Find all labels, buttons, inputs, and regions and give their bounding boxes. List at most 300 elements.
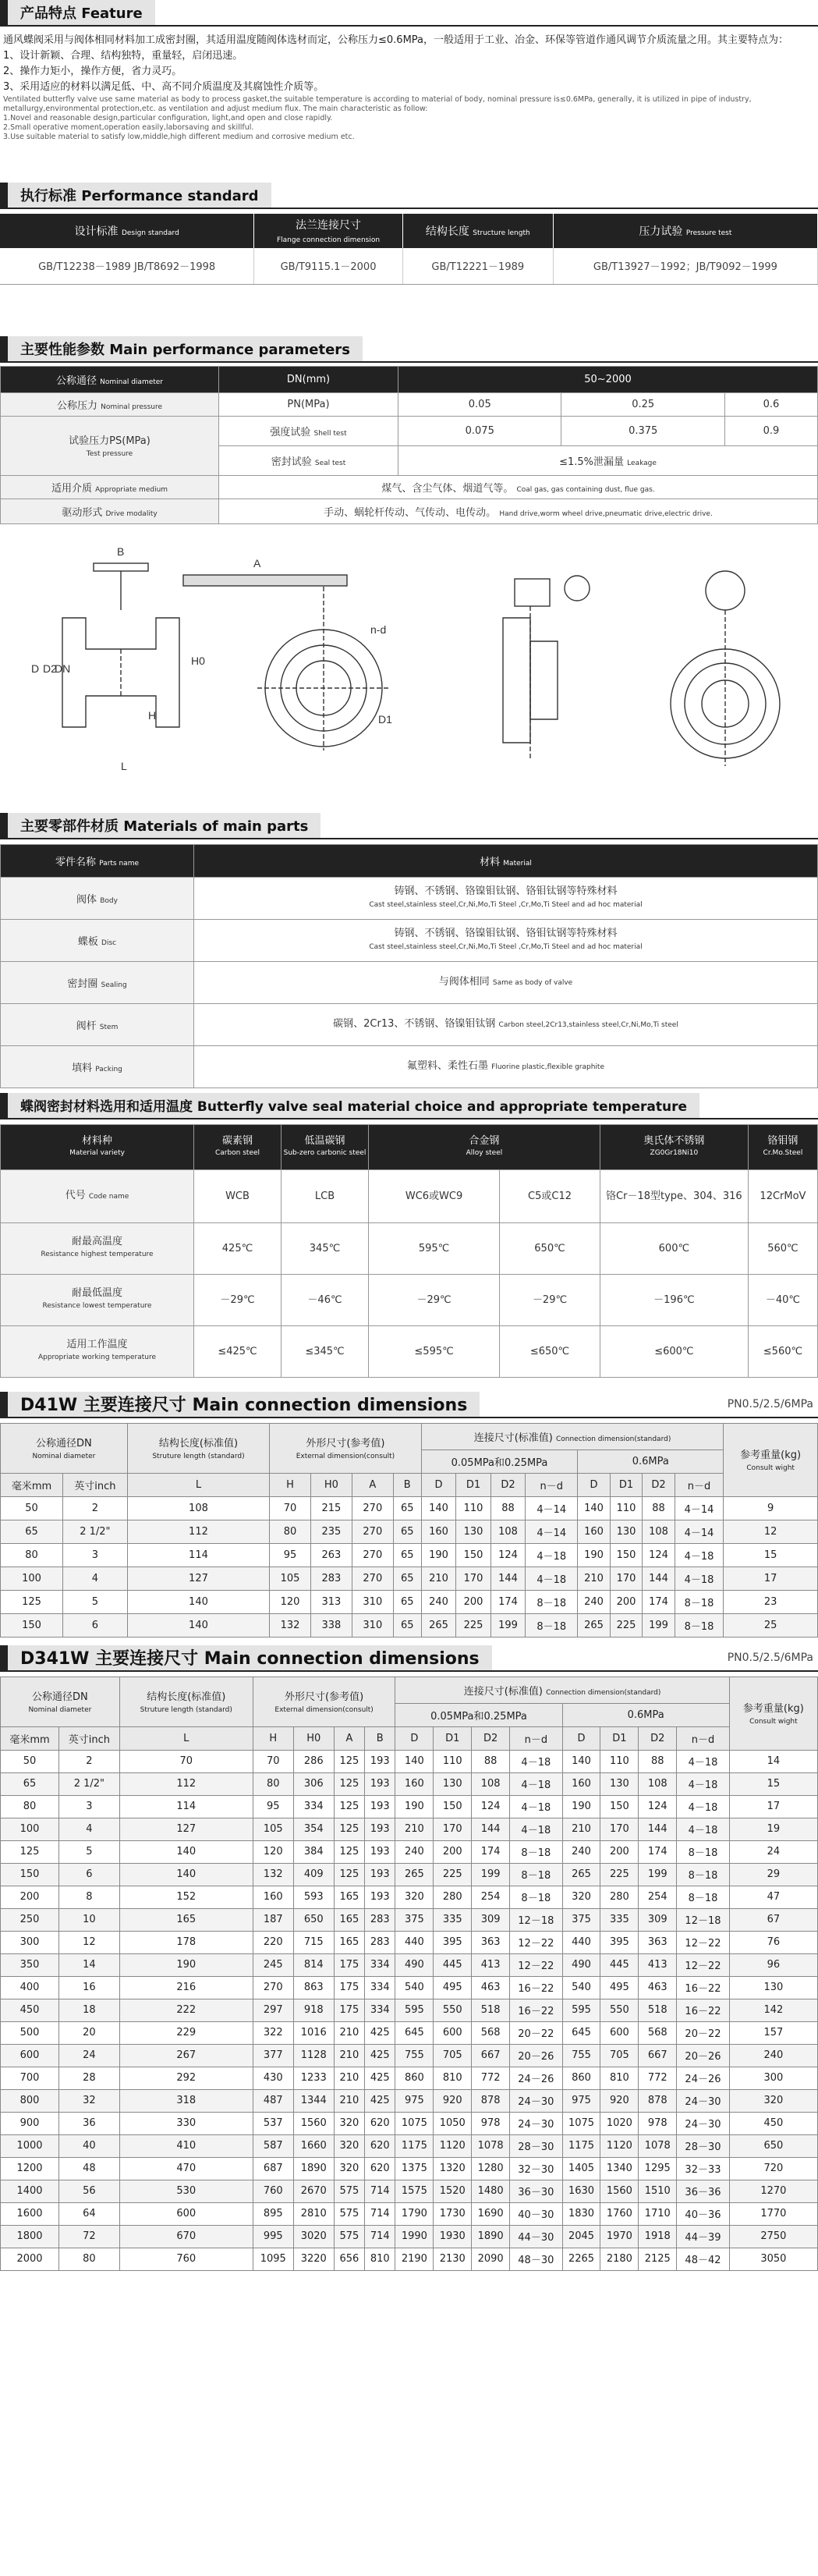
feature-intro: 通风蝶阀采用与阀体相同材料加工成密封圈，其适用温度随阀体选材而定，公称压力≤0.6MPa，一般适用于工业、冶金、环保等管道作通风调节介质流量之用。其主要特点为： [3, 34, 789, 46]
table-cell: 286 [293, 1750, 334, 1772]
table-row [1, 1496, 818, 1520]
table-cell: 450 [729, 2112, 817, 2134]
table-cell: 130 [610, 1520, 643, 1543]
table-cell: 120 [253, 1840, 293, 1863]
table-cell: 445 [600, 1953, 639, 1976]
table-cell: 270 [352, 1520, 393, 1543]
table-cell: 112 [119, 1772, 253, 1795]
table-cell: 700 [1, 2067, 59, 2089]
table-row [1, 1818, 818, 1840]
table-cell: 152 [119, 1886, 253, 1908]
table-cell: 518 [639, 1999, 677, 2021]
table-cell: 1078 [639, 2134, 677, 2157]
table-cell: 540 [395, 1976, 434, 1999]
table-cell: 8－18 [677, 1863, 730, 1886]
table-cell: 878 [472, 2089, 510, 2112]
table-cell: 1375 [395, 2157, 434, 2180]
table-cell: 354 [293, 1818, 334, 1840]
table-cell: 165 [119, 1908, 253, 1931]
table-cell: 6 [62, 1613, 127, 1637]
table-cell: 105 [253, 1818, 293, 1840]
table-cell: 320 [729, 2089, 817, 2112]
dim-label: H0 [191, 654, 205, 667]
table-cell: 575 [334, 2202, 364, 2225]
table-cell: 620 [365, 2157, 395, 2180]
table-cell: 306 [293, 1772, 334, 1795]
table-cell: 254 [472, 1886, 510, 1908]
table-cell: 334 [293, 1795, 334, 1818]
table-cell: 283 [365, 1931, 395, 1953]
table-cell: 975 [395, 2089, 434, 2112]
table-cell: 300 [729, 2067, 817, 2089]
table-cell: 110 [610, 1496, 643, 1520]
table-cell: 8－18 [677, 1840, 730, 1863]
table-cell: 50 [1, 1750, 59, 1772]
table-cell: 24 [729, 1840, 817, 1863]
table-cell: 1270 [729, 2180, 817, 2202]
table-cell: 714 [365, 2225, 395, 2248]
table-cell: 125 [1, 1590, 63, 1613]
table-cell: 334 [365, 1953, 395, 1976]
table-cell: 1890 [472, 2225, 510, 2248]
table-cell: 229 [119, 2021, 253, 2044]
table-cell: 125 [334, 1795, 364, 1818]
dim-label: A [253, 556, 261, 569]
std-value: GB/T12221－1989 [402, 248, 553, 284]
table-cell: 1890 [293, 2157, 334, 2180]
table-cell: 20 [59, 2021, 120, 2044]
d341-header [0, 1645, 818, 1672]
table-cell: 88 [490, 1496, 526, 1520]
table-cell: 199 [472, 1863, 510, 1886]
d341-table: 公称通径DN Nominal diameter 结构长度(标准值) Struture length (standard) 外形尺寸(参考值) External dimension(consult) 连接尺寸(标准值) Connection dimension(standard) 参考重量(kg) Consult wight 0.05MPa和0.25MPa 0.6MPa 毫米mm 英寸inch L H H0 A B D D1 D2 n－d D D1 D2 n－d 50 2 70 70 286 125 193 140 110 88 4－18 140 110 88 4－18 14 65 2 1/2" 112 80 306 125 193 160 130 108 4－18 160 130 108 4－18 15 80 3 114 95 334 125 193 190 150 124 4－18 190 150 124 4－18 17 100 4 127 105 354 125 193 210 170 144 4－18 210 170 144 4－18 19 125 5 140 120 384 125 193 240 200 174 8－18 240 200 174 8－18 24 150 6 140 132 409 125 193 265 225 199 8－18 265 225 199 8－18 29 200 8 152 160 593 165 193 320 280 254 8－18 320 280 254 8－18 47 250 10 165 187 650 165 283 375 335 309 12－18 375 335 309 12－18 67 300 12 178 220 715 165 283 440 395 363 12－22 440 395 363 12－22 76 350 14 190 245 814 175 334 490 445 413 12－22 490 445 413 12－22 96 400 16 216 270 863 175 334 540 495 463 16－22 540 495 463 16－22 130 450 18 222 297 918 175 334 595 550 518 16－22 595 550 518 16－22 142 500 20 229 322 1016 210 425 645 600 568 20－22 645 600 568 20－22 157 600 24 267 377 1128 210 425 755 705 667 20－26 755 705 667 20－26 240 700 28 292 430 1233 210 425 860 810 772 24－26 860 810 772 24－26 300 800 32 318 487 1344 210 425 975 920 878 24－30 975 920 878 24－30 320 900 36 330 537 1560 320 620 1075 1050 978 24－30 1075 1020 978 24－30 450 1000 40 410 587 1660 320 620 1175 1120 1078 28－30 1175 1120 1078 28－30 650 1200 48 470 687 1890 320 620 1375 1320 1280 32－30 1405 1340 1295 32－33 720 1400 56 530 760 2670 575 714 1575 1520 1480 36－30 1630 1560 1510 36－36 1270 1600 64 600 895 2810 575 714 1790 1730 1690 40－30 1830 1760 1710 40－36 1770 1800 72 670 995 3020 575 714 1990 1930 1890 44－30 2045 1970 1918 44－39 2750 2000 80 760 1095 3220 656 810 2190 2130 2090 48－30 2265 2180 2125 48－42 3050 [0, 1677, 818, 2271]
d41-pn: PN0.5/2.5/6MPa [727, 1397, 813, 1410]
table-cell: 174 [639, 1840, 677, 1863]
table-cell: 3220 [293, 2248, 334, 2270]
table-cell: 270 [352, 1496, 393, 1520]
table-row [1, 1613, 818, 1637]
table-cell: 240 [578, 1590, 611, 1613]
table-cell: 16－22 [510, 1999, 563, 2021]
table-cell: 124 [472, 1795, 510, 1818]
table-cell: 265 [395, 1863, 434, 1886]
table-cell: 4－18 [510, 1795, 563, 1818]
table-cell: 210 [421, 1567, 456, 1590]
table-cell: 377 [253, 2044, 293, 2067]
table-cell: 24－30 [510, 2089, 563, 2112]
table-cell: 15 [729, 1772, 817, 1795]
table-cell: 8－18 [510, 1840, 563, 1863]
table-cell: 17 [729, 1795, 817, 1818]
table-row [1, 1567, 818, 1590]
feature-point: 1、设计新颖、合理、结构独特，重量轻，启闭迅速。 [3, 50, 243, 62]
table-cell: 900 [1, 2112, 59, 2134]
table-cell: 4－18 [510, 1772, 563, 1795]
table-cell: 2265 [562, 2248, 600, 2270]
table-cell: 72 [59, 2225, 120, 2248]
table-cell: 8－18 [526, 1613, 578, 1637]
table-cell: 1344 [293, 2089, 334, 2112]
table-cell: 1560 [600, 2180, 639, 2202]
table-cell: 144 [472, 1818, 510, 1840]
table-cell: 210 [334, 2089, 364, 2112]
table-cell: 44－39 [677, 2225, 730, 2248]
table-cell: 114 [127, 1543, 269, 1567]
feature-point: 2、操作力矩小，操作方便，省力灵巧。 [3, 66, 182, 77]
table-cell: 170 [600, 1818, 639, 1840]
table-cell: 310 [352, 1613, 393, 1637]
table-cell: 575 [334, 2180, 364, 2202]
table-cell: 425 [365, 2067, 395, 2089]
table-cell: 127 [119, 1818, 253, 1840]
table-cell: 878 [639, 2089, 677, 2112]
table-row [1, 1863, 818, 1886]
table-cell: 363 [639, 1931, 677, 1953]
table-cell: 160 [578, 1520, 611, 1543]
table-row [1, 2180, 818, 2202]
table-cell: 210 [334, 2067, 364, 2089]
table-cell: 1175 [562, 2134, 600, 2157]
table-cell: 210 [562, 1818, 600, 1840]
table-cell: 620 [365, 2112, 395, 2134]
standard-title: 执行标准 Performance standard [8, 183, 271, 208]
table-cell: 1520 [434, 2180, 472, 2202]
table-cell: 125 [334, 1863, 364, 1886]
table-cell: 283 [365, 1908, 395, 1931]
table-cell: 978 [639, 2112, 677, 2134]
table-cell: 490 [395, 1953, 434, 1976]
table-cell: 250 [1, 1908, 59, 1931]
table-cell: 20－26 [510, 2044, 563, 2067]
table-cell: 280 [434, 1886, 472, 1908]
table-cell: 1930 [434, 2225, 472, 2248]
table-cell: 2000 [1, 2248, 59, 2270]
table-cell: 540 [562, 1976, 600, 1999]
table-cell: 978 [472, 2112, 510, 2134]
table-cell: 587 [253, 2134, 293, 2157]
table-cell: 495 [434, 1976, 472, 1999]
table-cell: 130 [434, 1772, 472, 1795]
table-cell: 670 [119, 2225, 253, 2248]
dim-label: n-d [370, 623, 387, 636]
table-cell: 65 [393, 1520, 421, 1543]
table-cell: 413 [639, 1953, 677, 1976]
table-cell: 170 [456, 1567, 491, 1590]
table-cell: 705 [434, 2044, 472, 2067]
table-cell: 568 [472, 2021, 510, 2044]
table-cell: 270 [352, 1543, 393, 1567]
table-cell: 1730 [434, 2202, 472, 2225]
table-cell: 2 1/2" [59, 1772, 120, 1795]
table-cell: 160 [253, 1886, 293, 1908]
table-cell: 310 [352, 1590, 393, 1613]
table-cell: 15 [724, 1543, 818, 1567]
table-cell: 200 [610, 1590, 643, 1613]
table-cell: 4－18 [510, 1750, 563, 1772]
table-cell: 2180 [600, 2248, 639, 2270]
table-cell: 2190 [395, 2248, 434, 2270]
table-cell: 130 [456, 1520, 491, 1543]
table-cell: 395 [434, 1931, 472, 1953]
table-cell: 918 [293, 1999, 334, 2021]
table-cell: 309 [639, 1908, 677, 1931]
table-cell: 220 [253, 1931, 293, 1953]
seal-header [0, 1093, 818, 1119]
table-cell: 144 [639, 1818, 677, 1840]
table-cell: 8－18 [675, 1590, 723, 1613]
table-cell: 80 [1, 1795, 59, 1818]
table-cell: 16 [59, 1976, 120, 1999]
table-cell: 283 [310, 1567, 352, 1590]
table-cell: 1340 [600, 2157, 639, 2180]
table-cell: 4－18 [675, 1567, 723, 1590]
table-cell: 375 [395, 1908, 434, 1931]
table-cell: 600 [600, 2021, 639, 2044]
table-cell: 667 [472, 2044, 510, 2067]
table-cell: 165 [334, 1908, 364, 1931]
std-head: 压力试验 Pressure test [553, 214, 817, 248]
dim-label: B [117, 545, 125, 558]
feature-en: Ventilated butterfly valve use same material as body to process gasket,the suitable temperature is according to material of body, nominal pressure is≤0.6MPa, generally, it is utilized in pipe of industry, metallurgy,environmental protection,etc. as ventilation and adjust medium flux. The main characteristic as follow: [3, 95, 752, 113]
table-row [1, 1999, 818, 2021]
table-cell: 720 [729, 2157, 817, 2180]
table-cell: 568 [639, 2021, 677, 2044]
table-cell: 40 [59, 2134, 120, 2157]
table-cell: 240 [562, 1840, 600, 1863]
table-cell: 200 [1, 1886, 59, 1908]
table-row [1, 1931, 818, 1953]
table-cell: 860 [562, 2067, 600, 2089]
table-cell: 1575 [395, 2180, 434, 2202]
table-cell: 8－18 [677, 1886, 730, 1908]
valve-drawings [0, 524, 818, 813]
table-cell: 2045 [562, 2225, 600, 2248]
feature-title: 产品特点 Feature [8, 0, 155, 25]
table-cell: 645 [395, 2021, 434, 2044]
table-cell: 425 [365, 2021, 395, 2044]
table-cell: 132 [253, 1863, 293, 1886]
table-cell: 65 [393, 1496, 421, 1520]
table-cell: 160 [562, 1772, 600, 1795]
table-cell: 28－30 [510, 2134, 563, 2157]
table-cell: 65 [393, 1543, 421, 1567]
table-cell: 6 [59, 1863, 120, 1886]
table-cell: 1560 [293, 2112, 334, 2134]
table-cell: 292 [119, 2067, 253, 2089]
table-cell: 280 [600, 1886, 639, 1908]
table-cell: 395 [600, 1931, 639, 1953]
table-cell: 95 [253, 1795, 293, 1818]
table-cell: 265 [578, 1613, 611, 1637]
table-cell: 47 [729, 1886, 817, 1908]
table-cell: 350 [1, 1953, 59, 1976]
table-cell: 550 [434, 1999, 472, 2021]
dim-label: D [31, 662, 40, 675]
table-cell: 320 [334, 2157, 364, 2180]
table-cell: 4－18 [510, 1818, 563, 1840]
table-cell: 600 [1, 2044, 59, 2067]
table-cell: 199 [490, 1613, 526, 1637]
table-cell: 1800 [1, 2225, 59, 2248]
table-cell: 160 [421, 1520, 456, 1543]
table-cell: 165 [334, 1931, 364, 1953]
table-cell: 463 [472, 1976, 510, 1999]
table-cell: 190 [119, 1953, 253, 1976]
table-cell: 193 [365, 1840, 395, 1863]
table-cell: 187 [253, 1908, 293, 1931]
table-cell: 9 [724, 1496, 818, 1520]
table-cell: 48 [59, 2157, 120, 2180]
table-cell: 300 [1, 1931, 59, 1953]
table-cell: 140 [127, 1590, 269, 1613]
table-cell: 200 [434, 1840, 472, 1863]
table-cell: 190 [421, 1543, 456, 1567]
table-cell: 8－18 [510, 1886, 563, 1908]
feature-text [0, 27, 818, 142]
dim-label: L [121, 759, 127, 772]
table-cell: 714 [365, 2202, 395, 2225]
table-cell: 28 [59, 2067, 120, 2089]
table-cell: 210 [334, 2044, 364, 2067]
table-cell: 3050 [729, 2248, 817, 2270]
table-cell: 20－22 [510, 2021, 563, 2044]
table-cell: 1050 [434, 2112, 472, 2134]
table-cell: 309 [472, 1908, 510, 1931]
dim-label: D2 [43, 662, 57, 675]
table-cell: 463 [639, 1976, 677, 1999]
table-cell: 245 [253, 1953, 293, 1976]
table-cell: 1770 [729, 2202, 817, 2225]
table-cell: 65 [393, 1567, 421, 1590]
table-cell: 8－18 [526, 1590, 578, 1613]
table-row [1, 1953, 818, 1976]
materials-table: 零件名称 Parts name 材料 Material 阀体 Body 铸钢、不锈钢、铬镍钼钛钢、铬钼钛钢等特殊材料 Cast steel,stainless steel,Cr,Ni,Mo,Ti Steel ,Cr,Mo,Ti Steel and ad hoc material 蝶板 Disc 铸钢、不锈钢、铬镍钼钛钢、铬钼钛钢等特殊材料 Cast steel,stainless steel,Cr,Ni,Mo,Ti Steel ,Cr,Mo,Ti Steel and ad hoc material 密封圈 Sealing 与阀体相同 Same as body of valve 阀杆 Stem 碳钢、2Cr13、不锈钢、铬镍钼钛钢 Carbon steel,2Cr13,stainless steel,Cr,Ni,Mo,Ti steel 填料 Packing 氟塑料、柔性石墨 Fluorine plastic,flexible graphite [0, 844, 818, 1088]
table-cell: 125 [1, 1840, 59, 1863]
table-cell: 772 [639, 2067, 677, 2089]
table-cell: 20－26 [677, 2044, 730, 2067]
table-cell: 595 [562, 1999, 600, 2021]
table-cell: 48－42 [677, 2248, 730, 2270]
table-cell: 12 [724, 1520, 818, 1543]
table-cell: 50 [1, 1496, 63, 1520]
seal-table: 材料种 Material variety 碳素钢 Carbon steel 低温碳钢 Sub-zero carbonic steel 合金钢 Alloy steel 奥氏体不锈钢 ZG0Gr18Ni10 铬钼钢 Cr.Mo.Steel 代号 Code name WCB LCB WC6或WC9 C5或C12 铬Cr－18型type、304、316 12CrMoV 耐最高温度 Resistance highest temperature 425℃ 345℃ 595℃ 650℃ 600℃ 560℃ 耐最低温度 Resistance lowest temperature －29℃ －46℃ －29℃ －29℃ －196℃ －40℃ 适用工作温度 Appropriate working temperature ≤425℃ ≤345℃ ≤595℃ ≤650℃ ≤600℃ ≤560℃ [0, 1124, 818, 1378]
table-cell: 810 [434, 2067, 472, 2089]
table-cell: 216 [119, 1976, 253, 1999]
table-cell: 12－18 [677, 1908, 730, 1931]
table-cell: 193 [365, 1795, 395, 1818]
table-cell: 175 [334, 1976, 364, 1999]
table-cell: 178 [119, 1931, 253, 1953]
table-cell: 96 [729, 1953, 817, 1976]
table-cell: 920 [434, 2089, 472, 2112]
table-cell: 70 [253, 1750, 293, 1772]
table-cell: 410 [119, 2134, 253, 2157]
table-cell: 4－14 [526, 1496, 578, 1520]
table-row [1, 2089, 818, 2112]
standard-table [0, 214, 818, 285]
table-cell: 254 [639, 1886, 677, 1908]
table-cell: 110 [456, 1496, 491, 1520]
table-cell: 334 [365, 1999, 395, 2021]
table-cell: 24－30 [677, 2112, 730, 2134]
table-cell: 425 [365, 2089, 395, 2112]
table-cell: 1120 [434, 2134, 472, 2157]
table-cell: 240 [729, 2044, 817, 2067]
table-cell: 1020 [600, 2112, 639, 2134]
table-cell: 600 [119, 2202, 253, 2225]
table-row [1, 1886, 818, 1908]
table-cell: 445 [434, 1953, 472, 1976]
table-cell: 124 [490, 1543, 526, 1567]
table-cell: 80 [59, 2248, 120, 2270]
table-cell: 144 [643, 1567, 675, 1590]
table-cell: 10 [59, 1908, 120, 1931]
dim-label: H [148, 708, 157, 722]
table-cell: 16－22 [510, 1976, 563, 1999]
table-cell: 1918 [639, 2225, 677, 2248]
table-cell: 8 [59, 1886, 120, 1908]
table-cell: 190 [562, 1795, 600, 1818]
table-cell: 16－22 [677, 1999, 730, 2021]
table-cell: 193 [365, 1863, 395, 1886]
table-cell: 150 [1, 1613, 63, 1637]
table-cell: 650 [729, 2134, 817, 2157]
table-cell: 170 [434, 1818, 472, 1840]
table-cell: 1990 [395, 2225, 434, 2248]
table-cell: 124 [639, 1795, 677, 1818]
table-cell: 105 [270, 1567, 311, 1590]
table-row [1, 1976, 818, 1999]
table-cell: 140 [395, 1750, 434, 1772]
table-cell: 2090 [472, 2248, 510, 2270]
table-cell: 225 [456, 1613, 491, 1637]
table-cell: 575 [334, 2225, 364, 2248]
dim-label: D1 [378, 712, 392, 726]
table-cell: 895 [253, 2202, 293, 2225]
table-cell: 1233 [293, 2067, 334, 2089]
table-cell: 1690 [472, 2202, 510, 2225]
table-cell: 375 [562, 1908, 600, 1931]
table-cell: 110 [600, 1750, 639, 1772]
table-cell: 4－14 [675, 1520, 723, 1543]
table-cell: 656 [334, 2248, 364, 2270]
table-cell: 320 [334, 2112, 364, 2134]
table-row [1, 2134, 818, 2157]
table-cell: 4－14 [526, 1520, 578, 1543]
table-cell: 150 [434, 1795, 472, 1818]
table-cell: 44－30 [510, 2225, 563, 2248]
table-cell: 95 [270, 1543, 311, 1567]
table-cell: 320 [334, 2134, 364, 2157]
table-cell: 23 [724, 1590, 818, 1613]
table-row [1, 2044, 818, 2067]
table-cell: 5 [62, 1590, 127, 1613]
table-cell: 16－22 [677, 1976, 730, 1999]
table-cell: 108 [639, 1772, 677, 1795]
table-row [1, 2248, 818, 2270]
table-cell: 1075 [562, 2112, 600, 2134]
table-cell: 810 [600, 2067, 639, 2089]
table-cell: 3020 [293, 2225, 334, 2248]
feature-header [0, 0, 818, 27]
table-cell: 12－22 [510, 1931, 563, 1953]
table-cell: 130 [600, 1772, 639, 1795]
table-cell: 593 [293, 1886, 334, 1908]
table-cell: 160 [395, 1772, 434, 1795]
table-cell: 1200 [1, 2157, 59, 2180]
table-cell: 265 [421, 1613, 456, 1637]
std-head: 法兰连接尺寸 Flange connection dimension [254, 214, 402, 248]
